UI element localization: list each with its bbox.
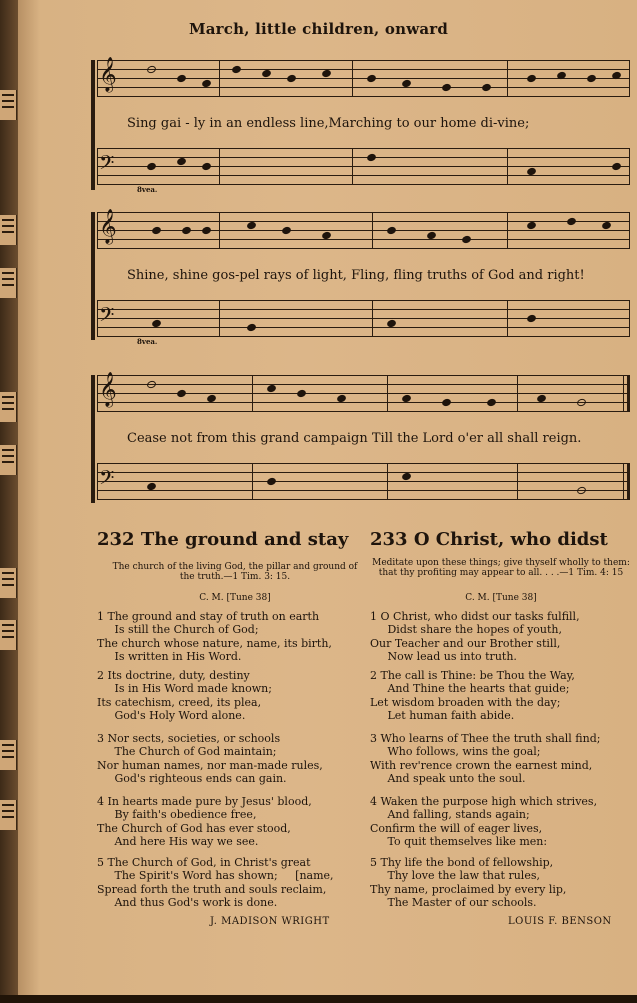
hymn-232-author: J. MADISON WRIGHT xyxy=(210,916,330,927)
hymn-232-verse-4: 4 In hearts made pure by Jesus' blood, By faith's obedience free, The Church of God has ever stood, And here His way we see. xyxy=(97,795,312,849)
music-title: March, little children, onward xyxy=(188,20,449,38)
page-tab xyxy=(0,800,17,830)
hymn-233-epigraph: Meditate upon these things; give thyself wholly to them: that thy profiting may appear to all. . . .—1 Tim. 4: 15 xyxy=(372,558,630,578)
bass-staff xyxy=(97,148,630,184)
lyric-line-2: Shine, shine gos-pel rays of light, Fling, fling truths of God and right! xyxy=(127,268,585,283)
treble-clef-icon: 𝄞 xyxy=(99,209,117,244)
hymn-232-meter: C. M. [Tune 38] xyxy=(199,593,271,603)
lyric-line-3: Cease not from this grand campaign Till the Lord o'er all shall reign. xyxy=(127,431,582,446)
hymn-232-verse-5: 5 The Church of God, in Christ's great The Spirit's Word has shown; [name, Spread forth the truth and souls reclaim, And thus God's work is done. xyxy=(97,856,334,910)
page-tab xyxy=(0,268,17,298)
page-tab xyxy=(0,392,17,422)
octave-mark: 8vea. xyxy=(137,337,158,346)
hymn-233-verse-3: 3 Who learns of Thee the truth shall find; Who follows, wins the goal; With rev'rence crown the earnest mind, And speak unto the soul. xyxy=(370,732,601,786)
bass-clef-icon: 𝄢 xyxy=(99,303,115,331)
page-tab xyxy=(0,620,17,650)
hymn-233-verse-4: 4 Waken the purpose high which strives, And falling, stands again; Confirm the will of eager lives, To quit themselves like men: xyxy=(370,795,598,849)
hymn-232-verse-1: 1 The ground and stay of truth on earth Is still the Church of God; The church whose nature, name, its birth, Is written in His Word. xyxy=(97,610,332,664)
bass-clef-icon: 𝄢 xyxy=(99,466,115,494)
treble-clef-icon: 𝄞 xyxy=(99,372,117,407)
octave-mark: 8vea. xyxy=(137,185,158,194)
page-tab xyxy=(0,445,17,475)
page-tab xyxy=(0,740,17,770)
hymn-232-title: 232 The ground and stay xyxy=(97,529,349,550)
treble-clef-icon: 𝄞 xyxy=(99,57,117,92)
lyric-line-1: Sing gai - ly in an endless line,Marching to our home di-vine; xyxy=(127,116,530,131)
page-tab xyxy=(0,90,17,120)
treble-staff xyxy=(97,57,630,96)
hymn-233-title: 233 O Christ, who didst xyxy=(370,529,608,550)
hymn-233-meter: C. M. [Tune 38] xyxy=(465,593,537,603)
hymn-232-verse-3: 3 Nor sects, societies, or schools The Church of God maintain; Nor human names, nor man-made rules, God's righteous ends can gain. xyxy=(97,732,323,786)
hymn-233-verse-2: 2 The call is Thine: be Thou the Way, And Thine the hearts that guide; Let wisdom broaden with the day; Let human faith abide. xyxy=(370,669,575,723)
treble-staff xyxy=(97,209,630,248)
bass-staff xyxy=(97,463,630,499)
page-tab xyxy=(0,215,17,245)
hymn-233-verse-1: 1 O Christ, who didst our tasks fulfill, Didst share the hopes of youth, Our Teacher and our Brother still, Now lead us into truth. xyxy=(370,610,580,664)
hymn-233-author: LOUIS F. BENSON xyxy=(508,916,612,927)
book-spine xyxy=(0,0,18,1003)
hymn-232-epigraph: The church of the living God, the pillar and ground of the truth.—1 Tim. 3: 15. xyxy=(112,562,358,582)
page-tab xyxy=(0,568,17,598)
bass-staff xyxy=(97,300,630,336)
page-bottom-edge xyxy=(0,995,637,1003)
bass-clef-icon: 𝄢 xyxy=(99,151,115,179)
hymn-232-verse-2: 2 Its doctrine, duty, destiny Is in His Word made known; Its catechism, creed, its plea, God's Holy Word alone. xyxy=(97,669,272,723)
treble-staff xyxy=(97,372,630,411)
hymn-233-verse-5: 5 Thy life the bond of fellowship, Thy love the law that rules, Thy name, proclaimed by every lip, The Master of our schools. xyxy=(370,856,567,910)
